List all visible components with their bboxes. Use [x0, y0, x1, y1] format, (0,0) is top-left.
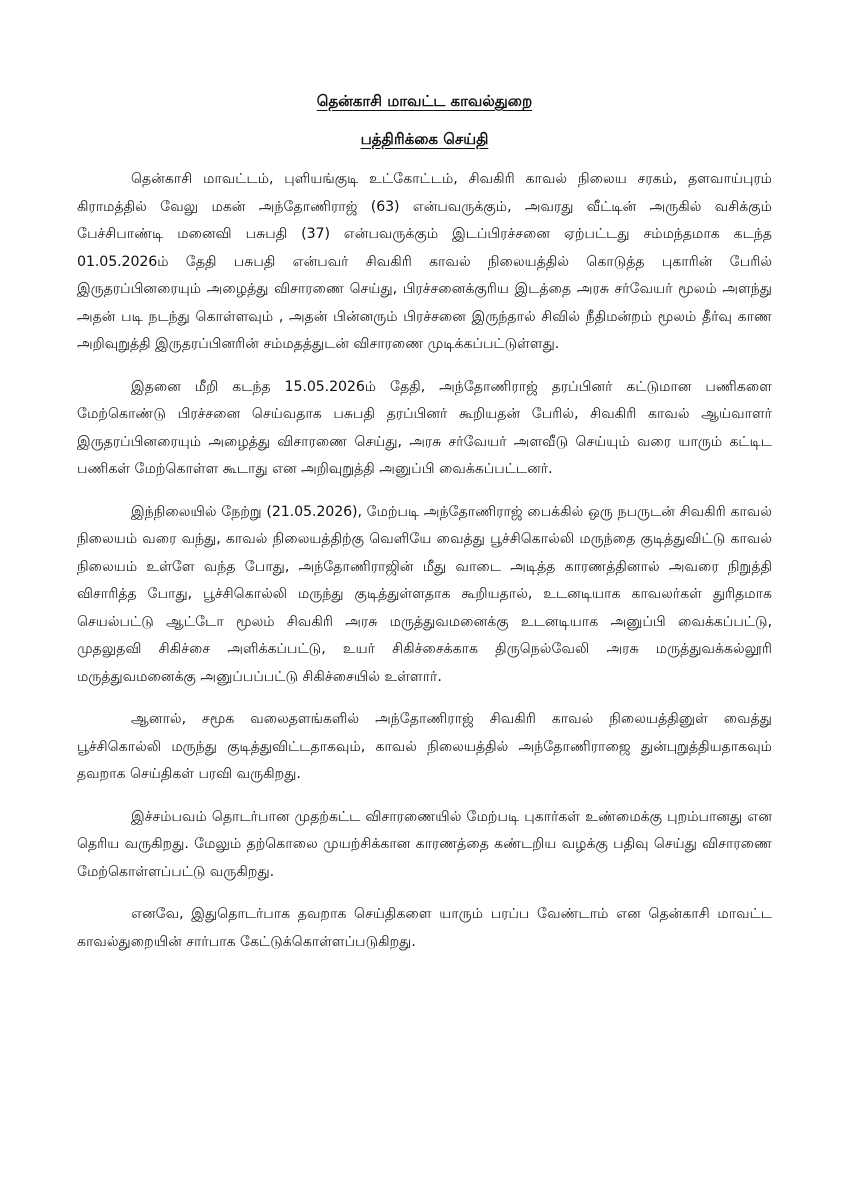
document-subtitle: பத்திரிக்கை செய்தி	[360, 130, 489, 148]
paragraph-3: இந்நிலையில் நேற்று (21.05.2026), மேற்படி அந்தோணிராஜ் பைக்கில் ஒரு நபருடன் சிவகிரி காவல் நிலையம் வரை வந்து, காவல் நிலையத்திற்கு வெளியே வைத்து பூச்சிகொல்லி மருந்தை குடித்துவிட்டு காவல் நிலையம் உள்ளே வந்த போது, அந்தோணிராஜின் மீது வாடை அடித்த காரணத்தினால் அவரை நிறுத்தி விசாரித்த போது, பூச்சிகொல்லி மருந்து குடித்துள்ளதாக கூறியதால், உடனடியாக காவலர்கள் துரிதமாக செயல்பட்டு ஆட்டோ மூலம் சிவகிரி அரசு மருத்துவமனைக்கு உடனடியாக அனுப்பி வைக்கப்பட்டு, முதலுதவி சிகிச்சை அளிக்கப்பட்டு, உயர் சிகிச்சைக்காக திருநெல்வேலி அரசு மருத்துவக்கல்லூரி மருத்துவமனைக்கு அனுப்பப்பட்டு சிகிச்சையில் உள்ளார்.	[77, 503, 772, 685]
document-title: தென்காசி மாவட்ட காவல்துறை	[316, 92, 533, 110]
paragraph-5: இச்சம்பவம் தொடர்பான முதற்கட்ட விசாரணையில் மேற்படி புகார்கள் உண்மைக்கு புறம்பானது என தெரிய வருகிறது. மேலும் தற்கொலை முயற்சிக்கான காரணத்தை கண்டறிய வழக்கு பதிவு செய்து விசாரணை மேற்கொள்ளப்பட்டு வருகிறது.	[77, 808, 772, 880]
press-release-page	[77, 88, 772, 971]
paragraph-6: எனவே, இதுதொடர்பாக தவறாக செய்திகளை யாரும் பரப்ப வேண்டாம் என தென்காசி மாவட்ட காவல்துறையின் சார்பாக கேட்டுக்கொள்ளப்படுகிறது.	[77, 906, 772, 950]
paragraph-1: தென்காசி மாவட்டம், புளியங்குடி உட்கோட்டம், சிவகிரி காவல் நிலைய சரகம், தளவாய்புரம் கிராமத்தில் வேலு மகன் அந்தோணிராஜ் (63) என்பவருக்கும், அவரது வீட்டின் அருகில் வசிக்கும் பேச்சிபாண்டி மனைவி பசுபதி (37) என்பவருக்கும் இடப்பிரச்சனை ஏற்பட்டது சம்மந்தமாக கடந்த 01.05.2026ம் தேதி பசுபதி என்பவர் சிவகிரி காவல் நிலையத்தில் கொடுத்த புகாரின் பேரில் இருதரப்பினரையும் அழைத்து விசாரணை செய்து, பிரச்சனைக்குரிய இடத்தை அரசு சர்வேயர் மூலம் அளந்து அதன் படி நடந்து கொள்ளவும் , அதன் பின்னரும் பிரச்சனை இருந்தால் சிவில் நீதிமன்றம் மூலம் தீர்வு காண அறிவுறுத்தி இருதரப்பினரின் சம்மதத்துடன் விசாரணை முடிக்கப்பட்டுள்ளது.	[77, 171, 772, 352]
paragraph-4: ஆனால், சமூக வலைதளங்களில் அந்தோணிராஜ் சிவகிரி காவல் நிலையத்தினுள் வைத்து பூச்சிகொல்லி மருந்து குடித்துவிட்டதாகவும், காவல் நிலையத்தில் அந்தோணிராஜை துன்புறுத்தியதாகவும் தவறாக செய்திகள் பரவி வருகிறது.	[77, 711, 772, 782]
paragraph-2: இதனை மீறி கடந்த 15.05.2026ம் தேதி, அந்தோணிராஜ் தரப்பினர் கட்டுமான பணிகளை மேற்கொண்டு பிரச்சனை செய்வதாக பசுபதி தரப்பினர் கூறியதன் பேரில், சிவகிரி காவல் ஆய்வாளர் இருதரப்பினரையும் அழைத்து விசாரணை செய்து, அரசு சர்வேயர் அளவீடு செய்யும் வரை யாரும் கட்டிட பணிகள் மேற்கொள்ள கூடாது என அறிவுறுத்தி அனுப்பி வைக்கப்பட்டனர்.	[77, 378, 772, 477]
